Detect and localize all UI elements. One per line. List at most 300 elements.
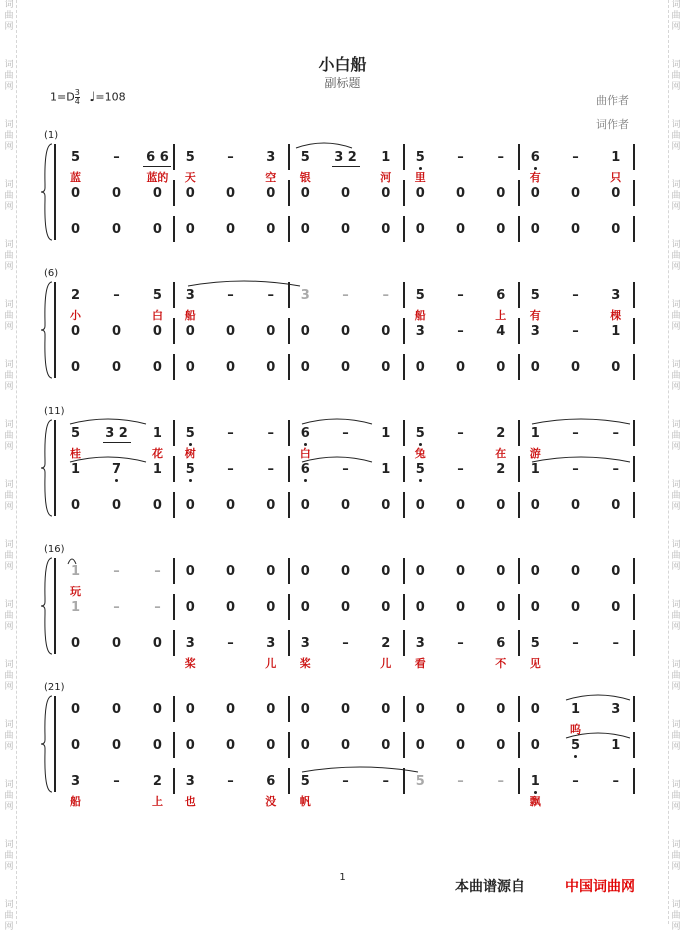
lyric-syllable: 白: [151, 309, 163, 322]
system-number: (11): [44, 406, 65, 417]
note: 0: [152, 636, 162, 651]
watermark-mark: 词 曲 网: [4, 780, 14, 812]
note: 2: [496, 426, 506, 441]
note: 0: [530, 186, 540, 201]
note: 0: [225, 702, 236, 717]
lyric-syllable: 儿: [265, 657, 277, 670]
lyric-syllable: 船: [414, 309, 426, 322]
note: 5: [415, 288, 425, 303]
system-brace: [41, 144, 52, 240]
note: 0: [111, 324, 122, 339]
lyric-syllable: 银: [299, 171, 311, 184]
watermark-mark: 词 曲 网: [671, 420, 681, 452]
watermark-mark: 词 曲 网: [671, 120, 681, 152]
watermark-mark: 词 曲 网: [4, 180, 14, 212]
note: 3: [415, 636, 425, 651]
note: 3: [185, 288, 195, 303]
note: 0: [300, 702, 310, 717]
note: 0: [415, 738, 425, 753]
watermark-mark: 词 曲 网: [4, 840, 14, 872]
note: 3: [185, 636, 195, 651]
tie-arc: [188, 281, 300, 286]
note: 0: [111, 738, 122, 753]
note: 0: [225, 186, 236, 201]
note: 1: [530, 462, 540, 477]
lyric-syllable: 看: [414, 657, 426, 670]
note: 0: [185, 222, 195, 237]
watermark-mark: 词 曲 网: [4, 720, 14, 752]
note: 0: [340, 186, 351, 201]
watermark-mark: 词 曲 网: [671, 300, 681, 332]
note: 1: [71, 600, 81, 615]
system-brace: [41, 696, 52, 792]
note: 0: [111, 186, 122, 201]
note: –: [342, 636, 349, 651]
note: 0: [340, 564, 351, 579]
note: 0: [340, 324, 351, 339]
note: 0: [300, 564, 310, 579]
note: 0: [71, 702, 81, 717]
lyric-syllable: 天: [184, 171, 196, 184]
note: –: [612, 462, 619, 477]
note: 0: [455, 702, 466, 717]
note: 0: [300, 360, 310, 375]
system-number: (1): [44, 130, 59, 141]
watermark-mark: 词 曲 网: [671, 660, 681, 692]
note: –: [227, 426, 234, 441]
note: –: [497, 150, 504, 165]
note: 0: [266, 600, 276, 615]
note: –: [113, 774, 120, 789]
note: –: [342, 288, 349, 303]
note: 0: [225, 360, 236, 375]
note: –: [113, 600, 120, 615]
tie-arc: [302, 767, 418, 772]
note: 0: [611, 564, 621, 579]
note: –: [457, 288, 464, 303]
note: 0: [340, 738, 351, 753]
tie-arc: [532, 419, 630, 424]
watermark-mark: 词 曲 网: [671, 780, 681, 812]
note: 6: [530, 150, 540, 165]
slur-arc: [70, 419, 146, 424]
note: 1: [611, 150, 621, 165]
note: 0: [185, 186, 195, 201]
note: 0: [570, 564, 581, 579]
note: 0: [266, 360, 276, 375]
lyric-syllable: 里: [414, 171, 426, 184]
system-number: (21): [44, 682, 65, 693]
note: 0: [225, 738, 236, 753]
lyric-syllable: 玩: [70, 585, 82, 598]
note: 2: [496, 462, 506, 477]
note: 0: [570, 186, 581, 201]
note: 0: [225, 600, 236, 615]
note: –: [154, 600, 161, 615]
note: –: [612, 774, 619, 789]
note: –: [457, 150, 464, 165]
tie-arc: [302, 457, 372, 462]
lyric-syllable: 桨: [184, 657, 196, 670]
note: –: [457, 426, 464, 441]
note: 0: [185, 498, 195, 513]
note: 0: [381, 564, 391, 579]
note: 3: [300, 636, 310, 651]
lyric-syllable: 也: [184, 795, 196, 808]
watermark-mark: 词 曲 网: [671, 600, 681, 632]
note: –: [457, 636, 464, 651]
note: –: [612, 636, 619, 651]
note: –: [572, 324, 579, 339]
source-site[interactable]: 中国词曲网: [565, 879, 635, 895]
note: 5: [415, 426, 425, 441]
note: 0: [340, 600, 351, 615]
watermark-mark: 词 曲 网: [671, 360, 681, 392]
note: –: [457, 324, 464, 339]
lyric-syllable: 河: [380, 171, 392, 184]
note: 0: [111, 222, 122, 237]
note: 0: [152, 324, 162, 339]
lyric-syllable: 儿: [380, 657, 392, 670]
note: 0: [71, 636, 81, 651]
note: 5: [415, 462, 425, 477]
note: 0: [71, 222, 81, 237]
note: 1: [152, 462, 162, 477]
watermark-mark: 词 曲 网: [4, 300, 14, 332]
note: 5: [300, 774, 310, 789]
note: 3 2: [105, 426, 128, 441]
note: –: [154, 564, 161, 579]
time-signature: $\frac{3}{4}$: [74, 88, 80, 106]
watermark-mark: 词 曲 网: [671, 840, 681, 872]
lyric-syllable: 有: [529, 171, 541, 184]
lyric-syllable: 游: [529, 447, 541, 460]
note: 0: [381, 360, 391, 375]
note: 0: [152, 702, 162, 717]
note: 0: [225, 222, 236, 237]
note: –: [227, 288, 234, 303]
note: 6 6: [146, 150, 169, 165]
note: 0: [266, 222, 276, 237]
note: 0: [300, 600, 310, 615]
note: 3: [611, 288, 621, 303]
lyric-syllable: 有: [529, 309, 541, 322]
note: –: [342, 462, 349, 477]
note: 0: [266, 702, 276, 717]
note: 6: [300, 426, 310, 441]
note: 0: [300, 222, 310, 237]
note: 0: [455, 738, 466, 753]
note: 0: [340, 222, 351, 237]
note: 6: [496, 288, 506, 303]
lyric-syllable: 船: [70, 795, 82, 808]
slur-arc: [70, 457, 146, 462]
note: 3: [71, 774, 81, 789]
note: 7: [111, 462, 122, 477]
note: 0: [530, 600, 540, 615]
lyric-syllable: 小: [70, 309, 82, 322]
note: 5: [152, 288, 162, 303]
tie-arc: [566, 733, 630, 738]
note: 0: [381, 702, 391, 717]
note: 0: [300, 738, 310, 753]
watermark-mark: 词 曲 网: [671, 60, 681, 92]
note: 5: [185, 150, 195, 165]
watermark-mark: 词 曲 网: [671, 0, 681, 32]
note: –: [113, 288, 120, 303]
note: 0: [570, 360, 581, 375]
lyric-syllable: 不: [495, 657, 507, 670]
note: –: [227, 636, 234, 651]
watermark-mark: 词 曲 网: [671, 240, 681, 272]
note: 0: [530, 360, 540, 375]
note: –: [382, 774, 389, 789]
note: –: [612, 426, 619, 441]
note: 0: [266, 738, 276, 753]
note: –: [267, 426, 274, 441]
quarter-note-icon: ♩: [89, 89, 96, 105]
lyric-syllable: 呜: [570, 723, 581, 736]
note: 0: [111, 702, 122, 717]
note: 0: [266, 324, 276, 339]
note: 3: [611, 702, 621, 717]
note: –: [572, 426, 579, 441]
watermark-mark: 词 曲 网: [4, 420, 14, 452]
note: 5: [185, 426, 195, 441]
note: –: [227, 774, 234, 789]
lyric-syllable: 空: [265, 171, 277, 184]
note: 5: [530, 288, 540, 303]
lyric-syllable: 白: [299, 447, 311, 460]
note: 0: [496, 600, 506, 615]
composer-credit: 曲作者: [596, 94, 629, 107]
note: 0: [611, 498, 621, 513]
note: 0: [225, 564, 236, 579]
note: 0: [71, 498, 81, 513]
lyric-syllable: 树: [184, 447, 196, 460]
lyric-syllable: 帆: [299, 795, 311, 808]
note: 0: [152, 186, 162, 201]
note: 0: [111, 360, 122, 375]
note: 2: [71, 288, 81, 303]
note: 0: [152, 222, 162, 237]
note: 0: [455, 222, 466, 237]
note: –: [457, 462, 464, 477]
note: 5: [185, 462, 195, 477]
note: 5: [415, 774, 425, 789]
note: 0: [111, 636, 122, 651]
note: 1: [570, 702, 581, 717]
note: 3: [300, 288, 310, 303]
lyric-syllable: 飘: [529, 795, 541, 808]
tie-arc: [296, 143, 352, 148]
note: 0: [415, 186, 425, 201]
note: 2: [152, 774, 162, 789]
watermark-mark: 词 曲 网: [4, 240, 14, 272]
note: 0: [496, 738, 506, 753]
lyric-syllable: 只: [610, 171, 622, 184]
note: 0: [300, 498, 310, 513]
note: 1: [152, 426, 162, 441]
note: 0: [71, 360, 81, 375]
lyric-syllable: 没: [265, 795, 277, 808]
note: 0: [381, 498, 391, 513]
note: –: [113, 564, 120, 579]
note: 0: [300, 324, 310, 339]
note: 0: [415, 222, 425, 237]
note: 1: [71, 564, 81, 579]
system-brace: [41, 420, 52, 516]
note: 0: [185, 702, 195, 717]
watermark-mark: 词 曲 网: [4, 60, 14, 92]
note: 3: [530, 324, 540, 339]
note: –: [267, 288, 274, 303]
song-title: 小白船: [318, 55, 367, 74]
lyric-syllable: 船: [184, 309, 196, 322]
lyric-syllable: 在: [495, 447, 507, 460]
note: 5: [71, 426, 81, 441]
note: –: [572, 288, 579, 303]
note: 0: [455, 564, 466, 579]
note: 1: [71, 462, 81, 477]
note: 4: [496, 324, 506, 339]
note: 0: [455, 600, 466, 615]
page-number: 1: [339, 872, 346, 883]
watermark-mark: 词 曲 网: [671, 900, 681, 932]
note: 0: [496, 222, 506, 237]
lyric-syllable: 棵: [610, 309, 622, 322]
watermark-mark: 词 曲 网: [4, 0, 14, 32]
note: –: [227, 462, 234, 477]
note: –: [342, 774, 349, 789]
tie-arc: [302, 419, 372, 424]
note: –: [572, 462, 579, 477]
note: 5: [71, 150, 81, 165]
note: 0: [266, 186, 276, 201]
note: 0: [185, 564, 195, 579]
note: 0: [225, 498, 236, 513]
system-brace: [41, 282, 52, 378]
tie-arc: [68, 559, 76, 564]
note: 1: [381, 150, 391, 165]
note: 0: [570, 222, 581, 237]
tie-arc: [532, 457, 630, 462]
lyric-syllable: 花: [151, 447, 163, 460]
note: 0: [496, 564, 506, 579]
note: 0: [71, 186, 81, 201]
note: 3: [266, 150, 276, 165]
lyric-syllable: 蓝: [70, 171, 82, 184]
note: 5: [300, 150, 310, 165]
lyric-syllable: 桂: [70, 447, 82, 460]
note: 0: [530, 702, 540, 717]
key-signature: 1=D: [50, 90, 75, 104]
note: 5: [530, 636, 540, 651]
note: 0: [611, 222, 621, 237]
note: 0: [455, 186, 466, 201]
note: 0: [340, 360, 351, 375]
note: 0: [530, 222, 540, 237]
note: 0: [71, 324, 81, 339]
note: 1: [381, 462, 391, 477]
note: 0: [455, 360, 466, 375]
note: –: [572, 150, 579, 165]
note: –: [382, 288, 389, 303]
note: 1: [381, 426, 391, 441]
lyric-syllable: 上: [151, 795, 163, 808]
note: 0: [152, 498, 162, 513]
note: –: [342, 426, 349, 441]
note: 0: [415, 360, 425, 375]
source-label: 本曲谱源自: [455, 879, 525, 895]
system-number: (16): [44, 544, 65, 555]
note: 3: [266, 636, 276, 651]
note: 0: [185, 324, 195, 339]
watermark-mark: 词 曲 网: [671, 180, 681, 212]
note: 0: [185, 600, 195, 615]
watermark-mark: 词 曲 网: [4, 900, 14, 932]
note: 3: [185, 774, 195, 789]
system-brace: [41, 558, 52, 654]
note: 0: [381, 324, 391, 339]
note: 1: [530, 774, 540, 789]
note: 0: [415, 702, 425, 717]
lyric-syllable: 见: [529, 657, 541, 670]
note: 0: [266, 498, 276, 513]
watermark-mark: 词 曲 网: [4, 480, 14, 512]
note: 0: [340, 498, 351, 513]
note: 0: [415, 498, 425, 513]
lyric-syllable: 桨: [299, 657, 311, 670]
note: 1: [611, 738, 621, 753]
watermark-mark: 词 曲 网: [4, 120, 14, 152]
note: 0: [496, 360, 506, 375]
note: 3 2: [334, 150, 357, 165]
note: 0: [111, 498, 122, 513]
watermark-mark: 词 曲 网: [671, 720, 681, 752]
note: 0: [340, 702, 351, 717]
tempo-value: =108: [95, 90, 126, 104]
note: 0: [530, 498, 540, 513]
lyric-syllable: 兔: [414, 447, 426, 460]
note: 0: [415, 600, 425, 615]
watermark-mark: 词 曲 网: [4, 360, 14, 392]
lyricist-credit: 词作者: [596, 118, 629, 131]
watermark-mark: 词 曲 网: [671, 540, 681, 572]
note: 5: [415, 150, 425, 165]
watermark-mark: 词 曲 网: [4, 660, 14, 692]
note: 0: [496, 702, 506, 717]
note: –: [497, 774, 504, 789]
note: 0: [71, 738, 81, 753]
note: –: [572, 636, 579, 651]
note: 0: [381, 600, 391, 615]
note: 0: [185, 360, 195, 375]
note: 0: [530, 564, 540, 579]
note: 0: [496, 498, 506, 513]
note: 0: [381, 186, 391, 201]
note: 0: [225, 324, 236, 339]
note: 2: [381, 636, 391, 651]
note: 0: [152, 360, 162, 375]
note: 0: [266, 564, 276, 579]
note: 6: [496, 636, 506, 651]
note: 1: [611, 324, 621, 339]
lyric-syllable: 蓝的: [146, 171, 169, 184]
note: –: [113, 150, 120, 165]
note: –: [227, 150, 234, 165]
note: –: [267, 462, 274, 477]
